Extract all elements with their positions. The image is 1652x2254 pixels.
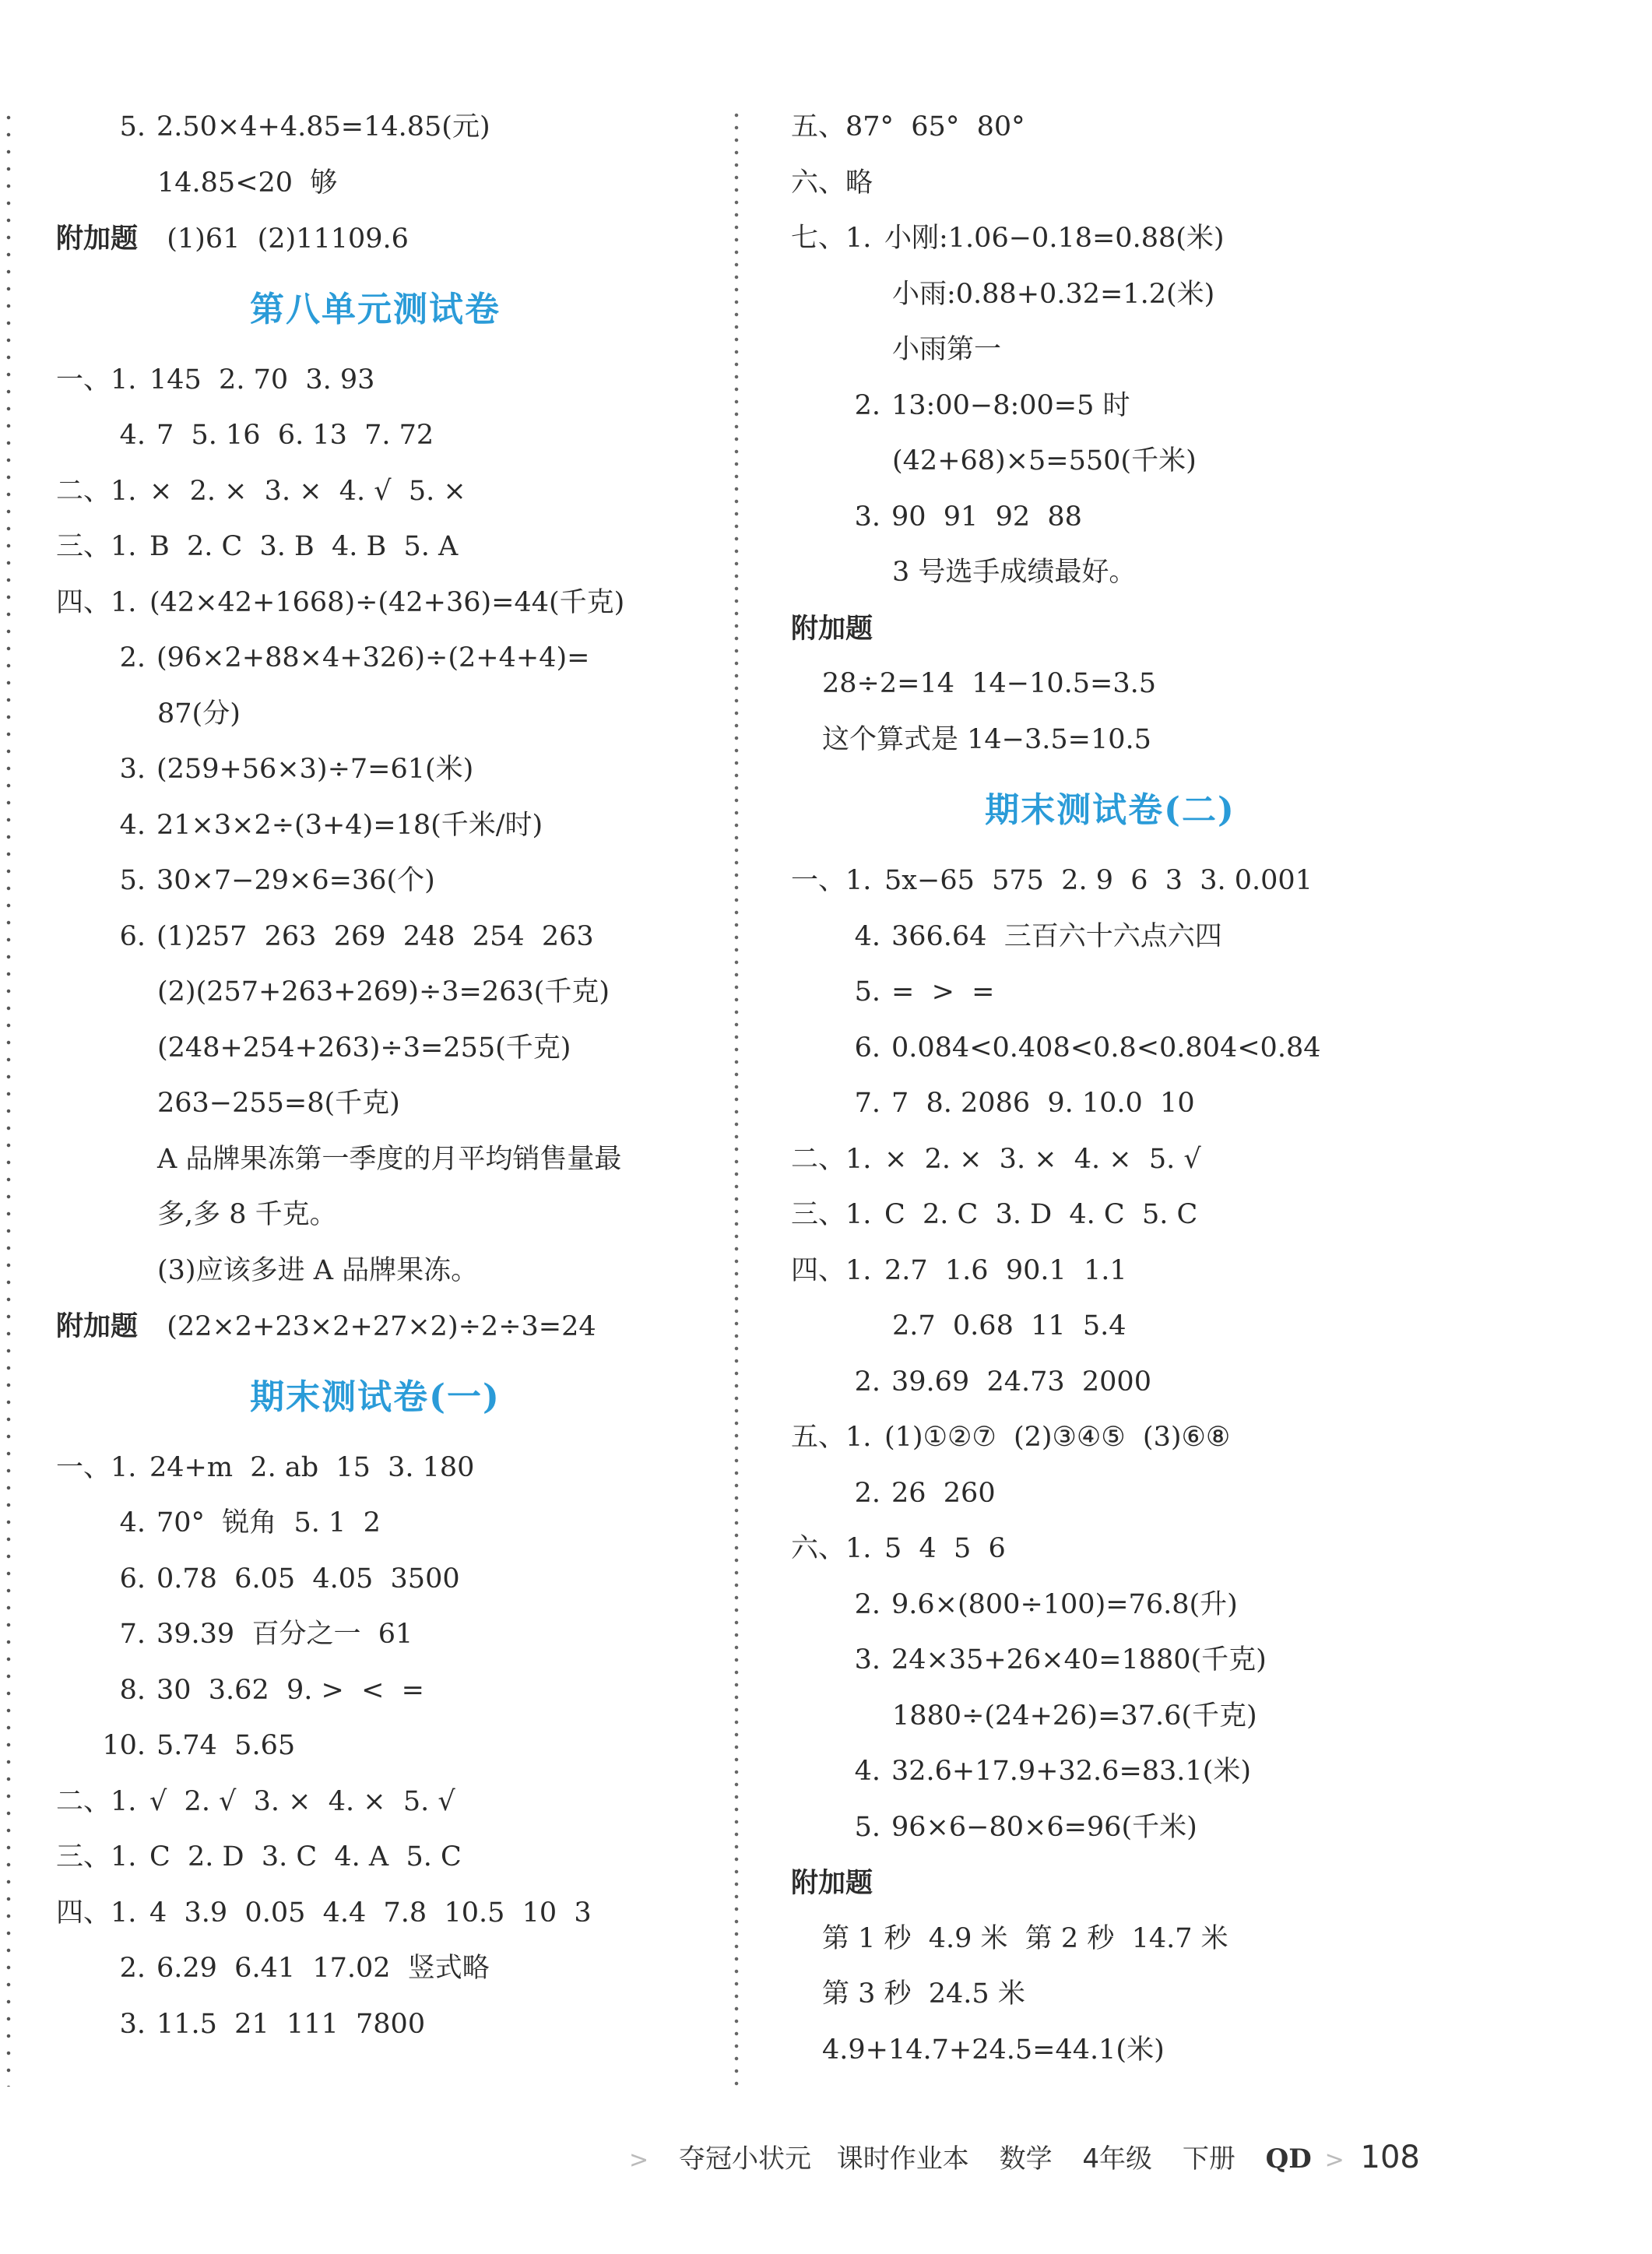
- question-number: 6.: [119, 1563, 146, 1595]
- answer-line: [56, 1886, 694, 1942]
- answer-text: (248+254+263)÷3=255(千克): [157, 1032, 571, 1064]
- answer-line: [56, 1132, 694, 1188]
- answer-line: [791, 267, 1429, 323]
- question-number: 7.: [119, 1619, 146, 1650]
- answer-text: (96×2+88×4+326)÷(2+4+4)=: [156, 642, 590, 673]
- answer-text: B 2. C 3. B 4. B 5. A: [149, 531, 459, 562]
- footer-grade: 4年级: [1082, 2143, 1153, 2175]
- answer-text: 30×7−29×6=36(个): [156, 865, 435, 896]
- answer-text: 小雨第一: [892, 334, 1002, 365]
- answer-line: [56, 1440, 694, 1496]
- answer-line: [56, 1552, 694, 1608]
- answer-line: [791, 1187, 1429, 1243]
- answer-line: [56, 742, 694, 798]
- answer-text: 7 5. 16 6. 13 7. 72: [156, 420, 434, 451]
- answer-line: [56, 1021, 694, 1077]
- answer-text: 90 91 92 88: [891, 501, 1082, 533]
- answer-text: 7 8. 2086 9. 10.0 10: [891, 1088, 1195, 1119]
- answer-text: 2.50×4+4.85=14.85(元): [156, 111, 490, 142]
- answer-text: 11.5 21 111 7800: [156, 2008, 426, 2040]
- answer-text: (259+56×3)÷7=61(米): [156, 754, 474, 785]
- answer-text: 这个算式是 14−3.5=10.5: [822, 723, 1151, 755]
- footer-brand: 夺冠小状元: [678, 2143, 811, 2175]
- question-number: 4.: [119, 809, 146, 841]
- answer-line: [56, 1607, 694, 1663]
- answer-text: 39.39 百分之一 61: [156, 1619, 413, 1650]
- answer-text: 39.69 24.73 2000: [891, 1366, 1151, 1398]
- answer-line: [56, 211, 694, 267]
- answer-line: [56, 1076, 694, 1132]
- answer-line: [56, 1663, 694, 1719]
- answer-line: [56, 631, 694, 687]
- answer-text: 24+m 2. ab 15 3. 180: [149, 1451, 475, 1483]
- answer-line: [56, 575, 694, 631]
- question-number: 8.: [119, 1674, 146, 1706]
- answer-text: 28÷2=14 14−10.5=3.5: [822, 668, 1157, 699]
- question-number: 4.: [854, 1756, 880, 1787]
- answer-line: [791, 1577, 1429, 1633]
- answer-line: [791, 156, 1429, 212]
- section-heading: 期末测试卷(二): [985, 790, 1235, 830]
- answer-line: [791, 100, 1429, 156]
- answer-text: 5x−65 575 2. 9 6 3 3. 0.001: [884, 865, 1313, 896]
- footer-edition: QD: [1265, 2143, 1312, 2175]
- answer-line: [791, 545, 1429, 601]
- answer-line: [791, 1355, 1429, 1411]
- answer-text: (2)(257+263+269)÷3=263(千克): [157, 976, 610, 1007]
- answer-line: [791, 1466, 1429, 1522]
- section-heading: 第八单元测试卷: [250, 289, 501, 329]
- answer-text: 366.64 三百六十六点六四: [891, 920, 1222, 952]
- answer-line: [791, 1911, 1429, 1967]
- answer-line: [791, 322, 1429, 378]
- question-number: 3.: [854, 1644, 880, 1676]
- answer-line: [56, 1496, 694, 1552]
- question-number: 四、1.: [56, 586, 137, 618]
- answer-line: [56, 965, 694, 1021]
- answer-text: (1)61 (2)11109.6: [149, 223, 409, 255]
- answer-text: = > =: [891, 976, 995, 1007]
- question-number: 2.: [854, 389, 880, 421]
- bonus-label: 附加题: [791, 612, 873, 645]
- answer-text: 145 2. 70 3. 93: [149, 364, 375, 396]
- answer-line: [56, 408, 694, 464]
- answer-text: 1880÷(24+26)=37.6(千克): [892, 1700, 1257, 1732]
- question-number: 四、1.: [791, 1254, 872, 1286]
- answer-text: 六、略: [791, 167, 873, 199]
- question-number: 一、1.: [56, 1451, 137, 1483]
- answer-line: [791, 2023, 1429, 2079]
- answer-text: 70° 锐角 5. 1 2: [156, 1507, 381, 1538]
- answer-line: [56, 464, 694, 520]
- question-number: 6.: [854, 1032, 880, 1064]
- question-number: 五、1.: [791, 1422, 872, 1453]
- answer-text: (22×2+23×2+27×2)÷2÷3=24: [149, 1311, 596, 1342]
- answer-text: 五、87° 65° 80°: [791, 111, 1025, 142]
- answer-text: 2.7 1.6 90.1 1.1: [884, 1254, 1127, 1286]
- answer-text: 0.78 6.05 4.05 3500: [156, 1563, 460, 1595]
- question-number: 10.: [102, 1730, 146, 1761]
- question-number: 一、1.: [56, 364, 137, 396]
- answer-line: [791, 490, 1429, 546]
- answer-text: 5 4 5 6: [884, 1533, 1006, 1564]
- left-column: [56, 100, 694, 2052]
- answer-text: (42+68)×5=550(千米): [892, 445, 1197, 476]
- answer-line: [791, 1521, 1429, 1577]
- question-number: 2.: [119, 642, 146, 673]
- answer-line: [56, 1774, 694, 1830]
- answer-text: 87(分): [157, 698, 241, 730]
- answer-line: [56, 1243, 694, 1299]
- answer-text: 4 3.9 0.05 4.4 7.8 10.5 10 3: [149, 1897, 592, 1929]
- question-number: 三、1.: [791, 1199, 872, 1230]
- answer-line: [791, 211, 1429, 267]
- answer-line: [56, 687, 694, 743]
- question-number: 一、1.: [791, 865, 872, 896]
- page-footer: [629, 2137, 1442, 2175]
- column-divider-dots: [733, 109, 740, 2087]
- answer-line: [791, 656, 1429, 712]
- answer-text: (1)257 263 269 248 254 263: [156, 920, 594, 952]
- answer-line: [56, 519, 694, 575]
- question-number: 5.: [854, 1811, 880, 1843]
- answer-line: [56, 853, 694, 909]
- answer-text: C 2. D 3. C 4. A 5. C: [149, 1841, 462, 1872]
- answer-text: 2.7 0.68 11 5.4: [892, 1310, 1127, 1341]
- answer-line: [56, 1718, 694, 1774]
- answer-line: [791, 1633, 1429, 1689]
- footer-arrow-icon: >: [629, 2147, 649, 2174]
- question-number: 3.: [854, 501, 880, 533]
- question-number: 7.: [854, 1088, 880, 1119]
- answer-text: 小刚:1.06−0.18=0.88(米): [884, 223, 1225, 254]
- question-number: 2.: [119, 1953, 146, 1984]
- answer-line: [791, 1800, 1429, 1856]
- answer-line: [56, 100, 694, 156]
- question-number: 二、1.: [56, 1785, 137, 1817]
- answer-text: 32.6+17.9+32.6=83.1(米): [891, 1756, 1252, 1787]
- answer-line: [791, 1299, 1429, 1355]
- answer-text: 26 260: [891, 1477, 996, 1509]
- answer-line: [791, 712, 1429, 768]
- answer-text: (42×42+1668)÷(42+36)=44(千克): [149, 586, 625, 618]
- answer-text: √ 2. √ 3. × 4. × 5. √: [149, 1785, 455, 1817]
- answer-text: 4.9+14.7+24.5=44.1(米): [822, 2034, 1165, 2066]
- answer-text: C 2. C 3. D 4. C 5. C: [884, 1199, 1198, 1230]
- footer-book: 课时作业本: [836, 2143, 969, 2175]
- answer-text: 21×3×2÷(3+4)=18(千米/时): [156, 809, 543, 841]
- bonus-label: 附加题: [56, 223, 139, 255]
- answer-line: [791, 965, 1429, 1021]
- answer-text: 14.85<20 够: [157, 167, 338, 199]
- answer-line: [791, 434, 1429, 490]
- page-number: 108: [1360, 2140, 1420, 2175]
- answer-line: [791, 601, 1429, 657]
- question-number: 二、1.: [791, 1143, 872, 1175]
- answer-text: (1)①②⑦ (2)③④⑤ (3)⑥⑧: [884, 1422, 1231, 1453]
- answer-text: 96×6−80×6=96(千米): [891, 1811, 1197, 1843]
- question-number: 六、1.: [791, 1533, 872, 1564]
- answer-line: [56, 1187, 694, 1243]
- answer-line: [56, 1941, 694, 1997]
- question-number: 4.: [119, 1507, 146, 1538]
- answer-line: [791, 1967, 1429, 2023]
- answer-text: A 品牌果冻第一季度的月平均销售量最: [157, 1143, 622, 1175]
- answer-line: [56, 1299, 694, 1355]
- answer-line: [791, 1243, 1429, 1299]
- question-number: 2.: [854, 1588, 880, 1620]
- question-number: 4.: [119, 420, 146, 451]
- answer-line: [56, 1997, 694, 2053]
- answer-line: [56, 156, 694, 212]
- question-number: 二、1.: [56, 475, 137, 507]
- bonus-label: 附加题: [56, 1310, 139, 1342]
- question-number: 5.: [119, 865, 146, 896]
- question-number: 四、1.: [56, 1897, 137, 1929]
- binding-dots-left: [5, 109, 12, 2087]
- answer-line: [791, 378, 1429, 434]
- answer-line: [56, 909, 694, 965]
- answer-line: [791, 1855, 1429, 1911]
- footer-volume: 下册: [1182, 2143, 1235, 2175]
- answer-text: 13:00−8:00=5 时: [891, 389, 1130, 421]
- answer-line: [56, 1830, 694, 1886]
- answer-line: [56, 353, 694, 409]
- question-number: 三、1.: [56, 1841, 137, 1872]
- question-number: 2.: [854, 1477, 880, 1509]
- answer-line: [791, 1021, 1429, 1077]
- answer-line: [791, 1744, 1429, 1800]
- answer-text: 3 号选手成绩最好。: [892, 557, 1137, 588]
- answer-text: 30 3.62 9. > < =: [156, 1674, 424, 1706]
- answer-line: [791, 853, 1429, 909]
- answer-line: [791, 1410, 1429, 1466]
- answer-text: 5.74 5.65: [156, 1730, 296, 1761]
- question-number: 七、1.: [791, 223, 872, 254]
- footer-arrow-icon: >: [1324, 2147, 1344, 2174]
- right-column: [791, 100, 1429, 2078]
- question-number: 3.: [119, 754, 146, 785]
- answer-text: 9.6×(800÷100)=76.8(升): [891, 1588, 1238, 1620]
- answer-line: [791, 909, 1429, 965]
- answer-line: [791, 1689, 1429, 1745]
- answer-text: 多,多 8 千克。: [157, 1199, 337, 1230]
- section-heading: 期末测试卷(一): [250, 1377, 501, 1417]
- answer-text: × 2. × 3. × 4. √ 5. ×: [149, 475, 466, 507]
- answer-line: [791, 1076, 1429, 1132]
- question-number: 6.: [119, 920, 146, 952]
- answer-text: 24×35+26×40=1880(千克): [891, 1644, 1267, 1676]
- question-number: 3.: [119, 2008, 146, 2040]
- answer-line: [791, 1132, 1429, 1188]
- answer-text: 263−255=8(千克): [157, 1088, 400, 1119]
- question-number: 2.: [854, 1366, 880, 1398]
- footer-subject: 数学: [999, 2143, 1053, 2175]
- answer-text: 第 3 秒 24.5 米: [822, 1978, 1025, 2010]
- question-number: 三、1.: [56, 531, 137, 562]
- answer-text: 小雨:0.88+0.32=1.2(米): [892, 278, 1215, 310]
- answer-text: 第 1 秒 4.9 米 第 2 秒 14.7 米: [822, 1922, 1228, 1954]
- question-number: 5.: [854, 976, 880, 1007]
- question-number: 5.: [119, 111, 146, 142]
- bonus-label: 附加题: [791, 1867, 873, 1899]
- answer-text: × 2. × 3. × 4. × 5. √: [884, 1143, 1201, 1175]
- question-number: 4.: [854, 920, 880, 952]
- answer-text: 0.084<0.408<0.8<0.804<0.84: [891, 1032, 1321, 1064]
- answer-text: 6.29 6.41 17.02 竖式略: [156, 1953, 490, 1984]
- answer-line: [56, 798, 694, 854]
- answer-text: (3)应该多进 A 品牌果冻。: [157, 1254, 479, 1286]
